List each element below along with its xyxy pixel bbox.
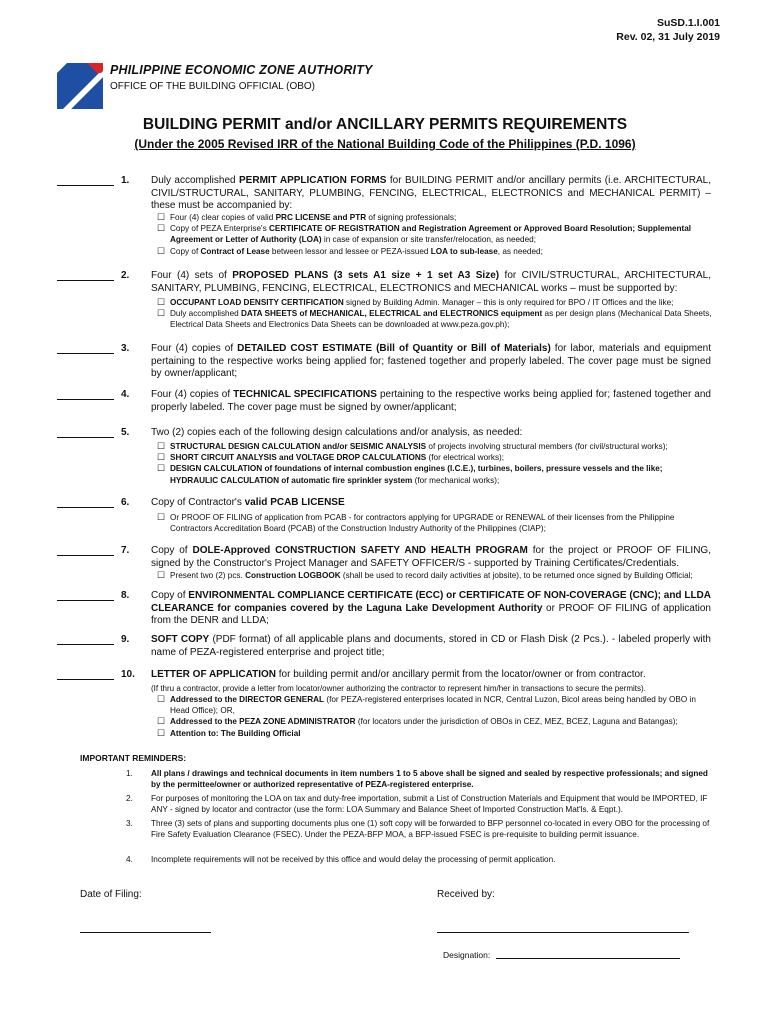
sub-text-part: Copy of bbox=[170, 246, 201, 256]
sub-text-part: Duly accomplished bbox=[170, 309, 241, 319]
requirement-emphasis: LETTER OF APPLICATION bbox=[151, 669, 276, 680]
document-reference bbox=[616, 16, 720, 44]
requirement-emphasis: ENVIRONMENTAL COMPLIANCE CERTIFICATE (ECC) or CERTIFICATE OF NON-COVERAGE (CNC); and LLDA CLEARANCE for companies covered by the Laguna Lake Development Authority bbox=[151, 590, 711, 614]
checklist-blank-line[interactable] bbox=[57, 280, 114, 281]
requirement-text-part: Four (4) copies of bbox=[151, 389, 234, 400]
requirement-text-part: Copy of bbox=[151, 590, 189, 601]
requirement-text-part: Four (4) copies of bbox=[151, 343, 238, 354]
checkbox-icon[interactable]: ☐ bbox=[157, 441, 166, 451]
sub-requirement-item bbox=[157, 223, 713, 245]
page-title: BUILDING PERMIT and/or ANCILLARY PERMITS REQUIREMENTS bbox=[142, 116, 628, 133]
requirement-text-part: Two (2) copies each of the following design calculations and/or analysis, as needed: bbox=[151, 427, 523, 438]
sub-emphasis: DESIGN CALCULATION of foundations of internal combustion engines (I.C.E.), turbines, boilers, pressure vessels and the like; HYDRAULIC CALCULATION of automatic fire sprinkler system bbox=[170, 464, 663, 485]
sub-text-part: Copy of PEZA Enterprise's bbox=[170, 224, 269, 234]
requirement-text-part: for BUILDING PERMIT and/or ancillary permits (i.e. ARCHITECTURAL, CIVIL/STRUCTURAL, SANITARY, PLUMBING, FENCING, ELECTRICAL, ELECTRONICS and MECHANICAL PERMIT) – these must be accompanied by: bbox=[151, 175, 711, 211]
checklist-blank-line[interactable] bbox=[57, 399, 114, 400]
requirement-number: 7. bbox=[121, 545, 130, 556]
sub-requirement-text bbox=[170, 212, 713, 223]
requirement-text bbox=[151, 497, 711, 510]
sub-text-part: (shall be used to record daily activities at jobsite), to be returned once signed by Building Official; bbox=[340, 571, 693, 580]
page-subtitle: (Under the 2005 Revised IRR of the National Building Code of the Philippines (P.D. 1096) bbox=[134, 137, 636, 151]
sub-emphasis: PRC LICENSE and PTR bbox=[275, 213, 367, 222]
checkbox-icon[interactable]: ☐ bbox=[157, 212, 166, 222]
sub-emphasis: DATA SHEETS of MECHANICAL, ELECTRICAL and ELECTRONICS equipment bbox=[241, 309, 543, 319]
sub-requirement-text bbox=[170, 728, 713, 739]
requirement-number: 6. bbox=[121, 497, 130, 508]
reminder-item bbox=[118, 854, 718, 865]
requirement-text bbox=[151, 634, 711, 659]
requirement-text-part: Duly accomplished bbox=[151, 175, 240, 186]
sub-text-part: , as needed; bbox=[497, 246, 543, 256]
checkbox-icon[interactable]: ☐ bbox=[157, 727, 166, 738]
requirement-text-part: for building permit and/or ancillary permit from the locator/owner or from contractor. bbox=[276, 669, 646, 680]
sub-emphasis: Contract of Lease bbox=[200, 246, 270, 256]
sub-requirement-text bbox=[170, 512, 713, 534]
sub-emphasis: Addressed to the DIRECTOR GENERAL bbox=[170, 695, 325, 704]
requirement-text-part: Copy of Contractor's bbox=[151, 497, 245, 508]
sub-text-part: between lessor and lessee or PEZA-issued bbox=[269, 246, 431, 256]
checkbox-icon[interactable]: ☐ bbox=[157, 223, 166, 234]
org-name: PHILIPPINE ECONOMIC ZONE AUTHORITY bbox=[110, 63, 373, 77]
checklist-blank-line[interactable] bbox=[57, 353, 114, 354]
designation-label: Designation: bbox=[443, 950, 491, 960]
sub-text-part: of signing professionals; bbox=[366, 213, 457, 222]
requirement-text bbox=[151, 343, 711, 381]
checkbox-icon[interactable]: ☐ bbox=[157, 308, 166, 319]
requirement-emphasis: PERMIT APPLICATION FORMS bbox=[239, 175, 387, 186]
checklist-blank-line[interactable] bbox=[57, 185, 114, 186]
requirement-note: (If thru a contractor, provide a letter from locator/owner authorizing the contractor to represent him/her in transactions to secure the permits). bbox=[151, 684, 646, 693]
requirement-emphasis: DOLE-Approved CONSTRUCTION SAFETY AND HEALTH PROGRAM bbox=[192, 545, 528, 556]
requirement-text bbox=[151, 545, 711, 570]
checkbox-icon[interactable]: ☐ bbox=[157, 452, 166, 463]
sub-requirement-item bbox=[157, 694, 713, 716]
requirement-number: 8. bbox=[121, 590, 130, 601]
sub-requirement-list bbox=[157, 297, 713, 331]
checkbox-icon[interactable]: ☐ bbox=[157, 570, 166, 580]
checklist-blank-line[interactable] bbox=[57, 679, 114, 680]
requirement-emphasis: PROPOSED PLANS (3 sets A1 size + 1 set A3 Size) bbox=[232, 270, 500, 281]
received-by-line[interactable] bbox=[437, 932, 689, 933]
date-of-filing-label: Date of Filing: bbox=[80, 889, 142, 900]
requirement-emphasis: DETAILED COST ESTIMATE (Bill of Quantity or Bill of Materials) bbox=[237, 343, 551, 354]
sub-requirement-list bbox=[157, 212, 713, 257]
sub-text-part: (for electrical works); bbox=[426, 453, 505, 463]
sub-emphasis: LOA to sub-lease bbox=[430, 246, 498, 256]
sub-text-part: Present two (2) pcs. bbox=[170, 571, 246, 580]
sub-emphasis: Addressed to the PEZA ZONE ADMINISTRATOR bbox=[170, 717, 356, 727]
checkbox-icon[interactable]: ☐ bbox=[157, 297, 166, 307]
reminder-item bbox=[118, 818, 718, 840]
sub-text-part: (for PEZA-registered enterprises located in NCR, Central Luzon, Bicol areas being handled by OBO in Head Office); OR, bbox=[170, 695, 696, 716]
sub-text-part: signed by Building Admin. Manager – this is only required for BPO / IT Offices and the like; bbox=[343, 298, 674, 307]
requirement-text bbox=[151, 590, 711, 628]
requirement-text-part: for labor, materials and equipment pertaining to the respective works being applied for; fastened together and properly labeled. The cover page must be signed by owner/applicant; bbox=[151, 343, 711, 379]
sub-emphasis: STRUCTURAL DESIGN CALCULATION and/or SEISMIC ANALYSIS bbox=[170, 442, 427, 451]
checklist-blank-line[interactable] bbox=[57, 507, 114, 508]
requirement-text-part: Four (4) sets of bbox=[151, 270, 233, 281]
sub-emphasis: CERTIFICATE OF REGISTRATION and Registration Agreement or Approved Board Resolution; Supplemental Agreement or Letter of Authority (LOA) bbox=[170, 224, 692, 245]
reminder-number: 3. bbox=[126, 819, 133, 828]
sub-text-part: (for locators under the jurisdiction of OBOs in CEZ, MEZ, BCEZ, Laguna and Batangas); bbox=[355, 717, 678, 727]
sub-requirement-item bbox=[157, 728, 713, 739]
requirement-number: 9. bbox=[121, 634, 130, 645]
requirement-number: 10. bbox=[121, 669, 135, 680]
sub-emphasis: Construction LOGBOOK bbox=[245, 571, 341, 580]
office-name: OFFICE OF THE BUILDING OFFICIAL (OBO) bbox=[110, 81, 316, 92]
requirement-text-part: Copy of bbox=[151, 545, 193, 556]
sub-requirement-item bbox=[157, 212, 713, 223]
sub-requirement-text bbox=[170, 223, 713, 245]
requirement-text-part: for the project or PROOF OF FILING, signed by the Constructor's Project Manager and SAFETY OFFICER/S - supported by Training Certificates/Credentials. bbox=[151, 545, 711, 569]
sub-requirement-item bbox=[157, 441, 713, 452]
requirement-text-part: for CIVIL/STRUCTURAL, ARCHITECTURAL, SANITARY, PLUMBING, FENCING, ELECTRICAL, ELECTRONICS and MECHANICAL works – must be supported by: bbox=[151, 270, 712, 294]
sub-text-part: in case of expansion or site transfer/relocation, as needed; bbox=[321, 235, 536, 245]
checkbox-icon[interactable]: ☐ bbox=[157, 716, 166, 727]
sub-emphasis: OCCUPANT LOAD DENSITY CERTIFICATION bbox=[170, 298, 344, 307]
sub-text-part: Or PROOF OF FILING of application from PCAB - for contractors applying for UPGRADE or RENEWAL of their licenses from the Philippine Contractors Accreditation Board (PCAB) of the Construction Industry Authority of the Philippines (CIAP); bbox=[170, 513, 675, 534]
checklist-blank-line[interactable] bbox=[57, 600, 114, 601]
checklist-blank-line[interactable] bbox=[57, 555, 114, 556]
checkbox-icon[interactable]: ☐ bbox=[157, 463, 166, 474]
date-of-filing-line[interactable] bbox=[80, 932, 211, 933]
sub-requirement-text bbox=[170, 694, 713, 716]
requirement-number: 4. bbox=[121, 389, 130, 400]
sub-requirement-list bbox=[157, 570, 713, 581]
sub-requirement-text bbox=[170, 297, 713, 308]
received-by-label: Received by: bbox=[437, 889, 495, 900]
reminder-item bbox=[118, 768, 718, 790]
requirement-number: 3. bbox=[121, 343, 130, 354]
reminder-number: 2. bbox=[126, 794, 133, 803]
reminder-text: Incomplete requirements will not be received by this office and would delay the processing of permit application. bbox=[151, 855, 556, 864]
sub-requirement-text bbox=[170, 716, 713, 727]
checkbox-icon[interactable]: ☐ bbox=[157, 512, 166, 522]
reminder-text: For purposes of monitoring the LOA on tax and duty-free importation, submit a List of Construction Materials and Equipment that would be IMPORTED, IF ANY - signed by locator and contractor (use the form: LOA Summary and Balance Sheet of Imported Construction Mat'ls. & Eqpt.). bbox=[151, 794, 708, 814]
reminder-text: All plans / drawings and technical documents in item numbers 1 to 5 above shall be signed and sealed by respective professionals; and signed by the permittee/owner or authorized representative of PEZA-registered enterprise. bbox=[151, 769, 708, 789]
reminders-heading: IMPORTANT REMINDERS: bbox=[80, 753, 187, 763]
checklist-blank-line[interactable] bbox=[57, 644, 114, 645]
requirement-text-part: pertaining to the respective works being applied for; fastened together and properly labeled. The cover page must be signed by owner/applicant; bbox=[151, 389, 711, 413]
reminder-item bbox=[118, 793, 718, 815]
sub-requirement-text bbox=[170, 441, 713, 452]
sub-requirement-item bbox=[157, 570, 713, 581]
requirement-number: 5. bbox=[121, 427, 130, 438]
reminder-text: Three (3) sets of plans and supporting documents plus one (1) soft copy will be forwarded to BFP personnel co-located in every OBO for the processing of Fire Safety Evaluation Clearance (FSEC). Under the PEZA-BFP MOA, a BFP-issued FSEC is pre-requisite to building permit issuance. bbox=[151, 819, 710, 839]
requirement-text bbox=[151, 175, 711, 213]
designation-line[interactable] bbox=[496, 958, 680, 959]
sub-requirement-list bbox=[157, 441, 713, 486]
sub-requirement-list bbox=[157, 512, 713, 534]
reminder-number: 4. bbox=[126, 855, 133, 864]
peza-logo-icon bbox=[57, 63, 103, 109]
sub-emphasis: SHORT CIRCUIT ANALYSIS and VOLTAGE DROP CALCULATIONS bbox=[170, 453, 427, 463]
checkbox-icon[interactable]: ☐ bbox=[157, 245, 166, 256]
sub-requirement-item bbox=[157, 463, 713, 485]
sub-requirement-text bbox=[170, 308, 713, 330]
sub-requirement-text bbox=[170, 570, 713, 581]
revision: Rev. 02, 31 July 2019 bbox=[616, 31, 720, 43]
sub-requirement-item bbox=[157, 308, 713, 330]
checklist-blank-line[interactable] bbox=[57, 437, 114, 438]
requirement-text-part: or PROOF OF FILING of application from the DENR and LLDA; bbox=[151, 602, 711, 626]
sub-requirement-text bbox=[170, 246, 713, 257]
doc-code: SuSD.1.I.001 bbox=[656, 17, 720, 29]
requirement-text bbox=[151, 389, 711, 414]
requirement-text bbox=[151, 669, 711, 682]
organization-header bbox=[110, 63, 373, 92]
requirement-number: 2. bbox=[121, 270, 130, 281]
reminder-number: 1. bbox=[126, 769, 133, 778]
sub-requirement-list bbox=[157, 694, 713, 739]
sub-requirement-item bbox=[157, 716, 713, 727]
requirement-text-part: (PDF format) of all applicable plans and documents, stored in CD or Flash Disk (2 Pcs.). - labeled properly with name of PEZA-registered enterprise and project title; bbox=[151, 634, 711, 658]
sub-emphasis: Attention to: The Building Official bbox=[170, 728, 301, 738]
sub-requirement-item bbox=[157, 452, 713, 463]
sub-requirement-item bbox=[157, 297, 713, 308]
requirement-emphasis: SOFT COPY bbox=[151, 634, 210, 645]
requirement-number: 1. bbox=[121, 175, 130, 186]
requirement-emphasis: valid PCAB LICENSE bbox=[244, 497, 345, 508]
sub-requirement-text bbox=[170, 463, 713, 485]
requirement-text bbox=[151, 270, 711, 295]
sub-text-part: (for mechanical works); bbox=[412, 475, 500, 485]
checkbox-icon[interactable]: ☐ bbox=[157, 694, 166, 704]
sub-requirement-item bbox=[157, 512, 713, 534]
requirement-emphasis: TECHNICAL SPECIFICATIONS bbox=[233, 389, 377, 400]
requirement-text bbox=[151, 427, 711, 440]
sub-text-part: as per design plans (Mechanical Data Sheets, Electrical Data Sheets and Electronics Data Sheets can be downloaded at www.peza.gov.ph); bbox=[170, 309, 712, 330]
sub-text-part: of projects involving structural members (for civil/structural works); bbox=[426, 442, 668, 451]
sub-requirement-text bbox=[170, 452, 713, 463]
sub-text-part: Four (4) clear copies of valid bbox=[170, 213, 276, 222]
sub-requirement-item bbox=[157, 246, 713, 257]
